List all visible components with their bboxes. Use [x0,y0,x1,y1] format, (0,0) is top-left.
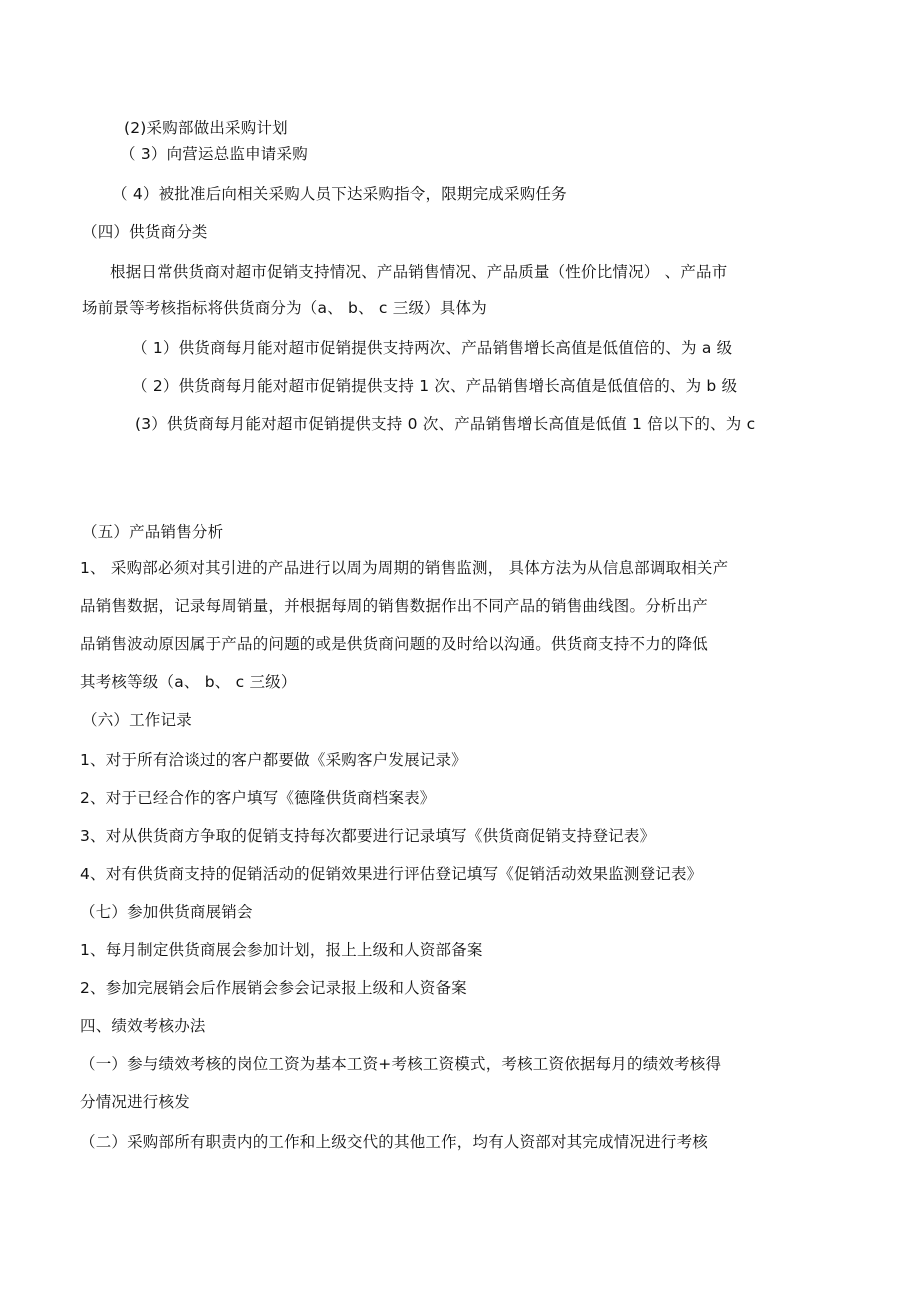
list-item: 2、参加完展销会后作展销会参会记录报上级和人资备案 [80,979,467,997]
text-line: （ 3）向营运总监申请采购 [120,145,308,163]
section-heading: 四、绩效考核办法 [80,1017,206,1035]
list-item: 1、对于所有洽谈过的客户都要做《采购客户发展记录》 [80,751,467,769]
paragraph-line: 分情况进行核发 [80,1093,190,1111]
paragraph-line: 场前景等考核指标将供货商分为（a、 b、 c 三级）具体为 [82,299,487,317]
paragraph-line: （二）采购部所有职责内的工作和上级交代的其他工作，均有人资部对其完成情况进行考核 [80,1133,709,1151]
text-line: （ 4）被批准后向相关采购人员下达采购指令，限期完成采购任务 [112,185,567,203]
text-line: (2)采购部做出采购计划 [124,119,288,137]
paragraph-line: 其考核等级（a、 b、 c 三级） [80,673,297,691]
list-item: （ 2）供货商每月能对超市促销提供支持 1 次、产品销售增长高值是低值倍的、为 b 级 [132,377,738,395]
list-item: 3、对从供货商方争取的促销支持每次都要进行记录填写《供货商促销支持登记表》 [80,827,656,845]
paragraph-line: 根据日常供货商对超市促销支持情况、产品销售情况、产品质量（性价比情况） 、产品市 [110,263,728,281]
section-heading: （七）参加供货商展销会 [80,903,253,921]
paragraph-line: 品销售波动原因属于产品的问题的或是供货商问题的及时给以沟通。供货商支持不力的降低 [80,635,709,653]
paragraph-line: （一）参与绩效考核的岗位工资为基本工资+考核工资模式，考核工资依据每月的绩效考核得 [80,1055,722,1073]
list-item: （ 1）供货商每月能对超市促销提供支持两次、产品销售增长高值是低值倍的、为 a 级 [132,339,733,357]
section-heading: （五）产品销售分析 [82,523,224,541]
paragraph-line: 品销售数据，记录每周销量，并根据每周的销售数据作出不同产品的销售曲线图。分析出产 [80,597,709,615]
section-heading: （六）工作记录 [82,711,192,729]
section-heading: （四）供货商分类 [82,223,208,241]
list-item: 4、对有供货商支持的促销活动的促销效果进行评估登记填写《促销活动效果监测登记表》 [80,865,703,883]
paragraph-line: 1、 采购部必须对其引进的产品进行以周为周期的销售监测， 具体方法为从信息部调取相关产 [80,559,729,577]
list-item: 2、对于已经合作的客户填写《德隆供货商档案表》 [80,789,436,807]
list-item: 1、每月制定供货商展会参加计划，报上上级和人资部备案 [80,941,483,959]
list-item: (3）供货商每月能对超市促销提供支持 0 次、产品销售增长高值是低值 1 倍以下的、为 c [135,415,756,433]
